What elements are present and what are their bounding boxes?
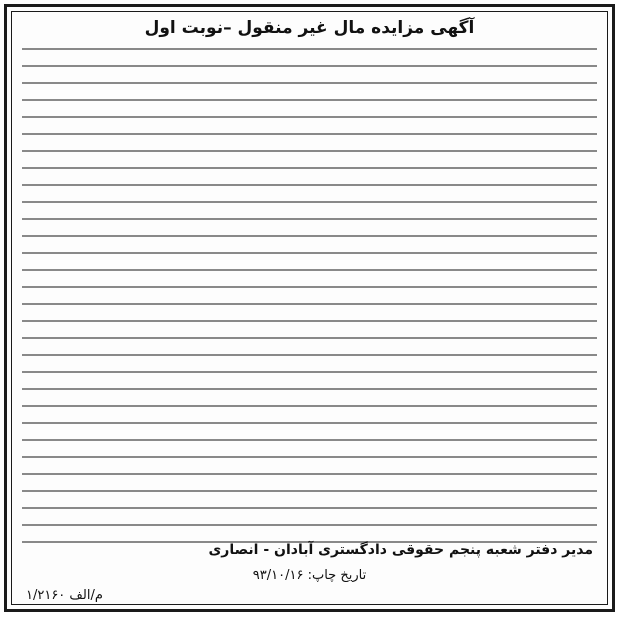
body-text-line — [22, 252, 597, 254]
body-text-line — [22, 201, 597, 203]
body-text-line — [22, 116, 597, 118]
reference-number: م/الف ۱/۲۱۶۰ — [26, 588, 103, 603]
body-text-line — [22, 184, 597, 186]
body-text-line — [22, 439, 597, 441]
body-text-line — [22, 303, 597, 305]
body-text-line — [22, 65, 597, 67]
body-text-line — [22, 337, 597, 339]
body-text-line — [22, 524, 597, 526]
body-text-line — [22, 48, 597, 50]
body-text-line — [22, 150, 597, 152]
body-text-line — [22, 405, 597, 407]
body-text-line — [22, 371, 597, 373]
print-date: تاریخ چاپ: ۹۳/۱۰/۱۶ — [252, 568, 367, 583]
body-text-line — [22, 507, 597, 509]
body-text-line — [22, 456, 597, 458]
body-text-line — [22, 269, 597, 271]
body-text-line — [22, 422, 597, 424]
body-text-line — [22, 320, 597, 322]
signature-line: مدیر دفتر شعبه پنجم حقوقی دادگستری آبادان - انصاری — [208, 542, 593, 558]
notice-frame — [4, 4, 615, 612]
body-text-line — [22, 490, 597, 492]
notice-inner-border — [11, 11, 608, 605]
body-text-line — [22, 388, 597, 390]
body-text-line — [22, 99, 597, 101]
notice-title: آگهی مزایده مال غیر منقول –نوبت اول — [144, 18, 475, 38]
body-text-line — [22, 473, 597, 475]
notice-body — [22, 48, 597, 532]
body-text-line — [22, 235, 597, 237]
body-text-line — [22, 218, 597, 220]
body-text-line — [22, 133, 597, 135]
body-text-line — [22, 82, 597, 84]
body-text-line — [22, 354, 597, 356]
body-text-line — [22, 167, 597, 169]
body-text-line — [22, 286, 597, 288]
